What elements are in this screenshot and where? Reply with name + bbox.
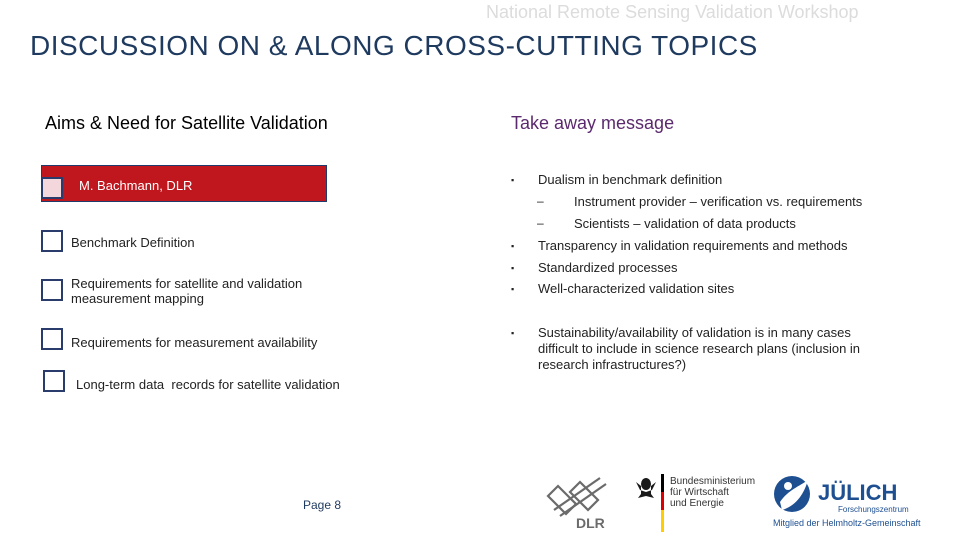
takeaway-subitem: Instrument provider – verification vs. requirements [574, 194, 863, 209]
eagle-icon [636, 478, 656, 498]
bullet-icon: ▪ [511, 328, 515, 338]
workshop-title: National Remote Sensing Validation Workshop [486, 2, 859, 22]
slide-title: DISCUSSION ON & ALONG CROSS-CUTTING TOPICS [30, 30, 758, 61]
dlr-logo [540, 470, 620, 532]
bmwi-line2: für Wirtschaft [670, 487, 729, 498]
takeaway-item: Well-characterized validation sites [538, 281, 735, 296]
dash-icon: – [537, 194, 544, 208]
bullet-icon: ▪ [511, 263, 515, 273]
takeaway-item: Transparency in validation requirements and methods [538, 238, 848, 253]
topic-checkbox-benchmark[interactable] [41, 230, 63, 252]
juelich-name: JÜLICH [818, 480, 898, 505]
juelich-sub: Forschungszentrum [838, 505, 909, 514]
topic-benchmark: Benchmark Definition [71, 235, 195, 250]
bmwi-line3: und Energie [670, 498, 724, 509]
topic-availability: Requirements for measurement availability [71, 335, 318, 350]
topic-checkbox-requirements-mapping[interactable] [41, 279, 63, 301]
bullet-icon: ▪ [511, 284, 515, 294]
takeaway-item: Dualism in benchmark definition [538, 172, 723, 187]
takeaway-item: Standardized processes [538, 260, 678, 275]
presenter-label: M. Bachmann, DLR [79, 178, 193, 193]
takeaway-item: Sustainability/availability of validation is in many cases difficult to include in science research plans (inclusion in research infrastructures?) [538, 325, 861, 372]
bmwi-logo [630, 472, 755, 534]
bullet-icon: ▪ [511, 241, 515, 251]
topic-requirements-mapping: Requirements for satellite and validation measurement mapping [71, 276, 303, 306]
topic-checkbox-long-term[interactable] [43, 370, 65, 392]
takeaway-subitem: Scientists – validation of data products [574, 216, 796, 231]
left-heading: Aims & Need for Satellite Validation [45, 113, 328, 133]
take-away-heading: Take away message [511, 113, 675, 133]
dlr-logo-text: DLR [576, 515, 605, 531]
bullet-icon: ▪ [511, 175, 515, 185]
dash-icon: – [537, 216, 544, 230]
topic-checkbox-availability[interactable] [41, 328, 63, 350]
bmwi-line1: Bundesministerium [670, 476, 755, 487]
juelich-logo [770, 472, 945, 532]
topic-long-term: Long-term data records for satellite validation [76, 377, 340, 392]
helmholtz-text: Mitglied der Helmholtz-Gemeinschaft [773, 518, 921, 528]
page-number: Page 8 [303, 498, 342, 512]
presenter-checkbox[interactable] [41, 177, 63, 199]
